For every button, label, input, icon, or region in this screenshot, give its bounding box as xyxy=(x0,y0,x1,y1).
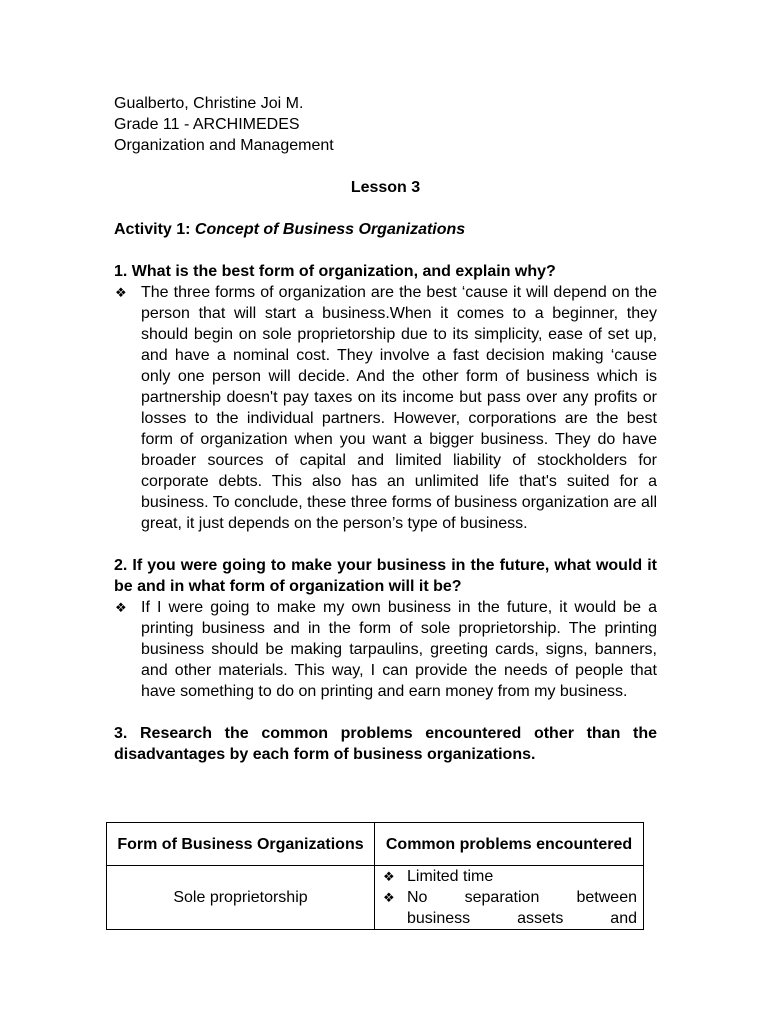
table-header-form: Form of Business Organizations xyxy=(107,823,375,866)
table-cell-problems xyxy=(375,866,644,930)
table-row xyxy=(107,866,644,930)
question-2: 2. If you were going to make your business in the future, what would it be and in what form of organization will it be? xyxy=(114,557,657,595)
subject-name: Organization and Management xyxy=(114,137,334,154)
list-item xyxy=(381,866,637,887)
diamond-bullet-icon: ❖ xyxy=(383,869,395,884)
table-header-row xyxy=(107,823,644,866)
document-body xyxy=(114,93,657,765)
grade-section: Grade 11 - ARCHIMEDES xyxy=(114,116,300,133)
problems-table xyxy=(106,822,644,930)
diamond-bullet-icon: ❖ xyxy=(383,890,395,905)
answer-1-text: The three forms of organization are the best ‘cause it will depend on the person that will start a business.When it comes to a beginner, they should begin on sole proprietorship due to its simplicity, ease of set up, and have a nominal cost. They involve a fast decision making ‘cause only one person will decide. And the other form of business which is partnership doesn't pay taxes on its income but pass over any profits or losses to the individual partners. However, corporations are the best form of organization when you want a bigger business. They do have broader sources of capital and limited liability of stockholders for corporate debts. This also has an unlimited life that's suited for a business. To conclude, these three forms of business organization are all great, it just depends on the person’s type of business. xyxy=(141,284,657,532)
activity-title: Concept of Business Organizations xyxy=(194,221,466,238)
activity-heading xyxy=(114,219,657,240)
answer-2 xyxy=(114,597,657,702)
problem-text: Limited time xyxy=(407,868,494,885)
table-header-problems: Common problems encountered xyxy=(375,823,644,866)
lesson-title: Lesson 3 xyxy=(350,179,421,196)
student-name: Gualberto, Christine Joi M. xyxy=(114,95,304,112)
question-3: 3. Research the common problems encountered other than the disadvantages by each form of business organizations. xyxy=(114,725,657,763)
question-1: 1. What is the best form of organization, and explain why? xyxy=(114,263,556,280)
activity-label: Activity 1: xyxy=(114,221,191,238)
diamond-bullet-icon: ❖ xyxy=(115,285,127,300)
answer-1 xyxy=(114,282,657,534)
list-item xyxy=(381,887,637,929)
problem-text: No separation between business assets and xyxy=(407,889,637,927)
answer-2-text: If I were going to make my own business in the future, it would be a printing business and in the form of sole proprietorship. The printing business should be making tarpaulins, greeting cards, signs, banners, and other materials. This way, I can provide the needs of people that have something to do on printing and earn money from my business. xyxy=(141,599,657,700)
table-cell-form: Sole proprietorship xyxy=(107,866,375,930)
diamond-bullet-icon: ❖ xyxy=(115,600,127,615)
